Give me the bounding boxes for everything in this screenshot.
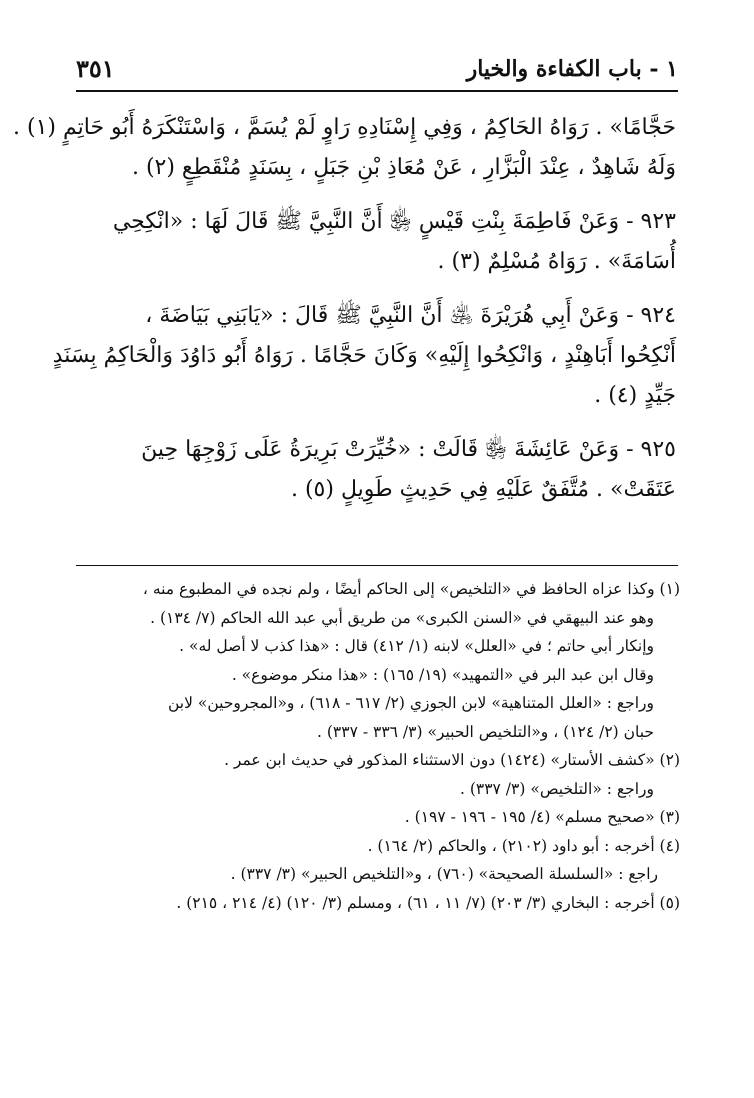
header-rule (76, 90, 678, 92)
page-number: ٣٥١ (76, 54, 115, 83)
footnote-line: (١) وكذا عزاه الحافظ في «التلخيص» إلى الحاكم أيضًا ، ولم نجده في المطبوع منه ، (142, 580, 680, 598)
footnote-line: (٥) أخرجه : البخاري (٣/ ٢٠٣) (٧/ ١١ ، ٦١) ، ومسلم (٣/ ١٢٠) (٤/ ٢١٤ ، ٢١٥) . (176, 893, 680, 912)
footnote-line: وراجع : «العلل المتناهية» لابن الجوزي (٢/ ٦١٧ - ٦١٨) ، و«المجروحين» لابن (168, 694, 654, 712)
footnote-line: وراجع : «التلخيص» (٣/ ٣٣٧) . (459, 779, 654, 798)
text-line: أُسَامَةَ» . رَوَاهُ مُسْلِمٌ (٣) . (437, 249, 676, 274)
footnote-line: (٣) «صحيح مسلم» (٤/ ١٩٥ - ١٩٦ - ١٩٧) . (404, 808, 680, 826)
text-line: أَنْكِحُوا أَبَاهِنْدٍ ، وَانْكِحُوا إِلَيْهِ» وَكَانَ حَجَّامًا . رَوَاهُ أَبُو دَاوُدَ وَالْحَاكِمُ بِسَنَدٍ (52, 343, 676, 368)
footnote-line: وهو عند البيهقي في «السنن الكبرى» من طريق أبي عبد الله الحاكم (٧/ ١٣٤) . (150, 608, 654, 627)
hadith-924-line: ٩٢٤ - وَعَنْ أَبِي هُرَيْرَةَ ﵁ أَنَّ النَّبِيَّ ﷺ قَالَ : «يَابَنِي بَيَاضَةَ ، (145, 303, 676, 328)
text-line: حَجَّامًا» . رَوَاهُ الحَاكِمُ ، وَفِي إِسْنَادِهِ رَاوٍ لَمْ يُسَمَّ ، وَاسْتَنْكَرَهُ أَبُو حَاتِمٍ (١) . (13, 115, 676, 140)
footnote-line: (٤) أخرجه : أبو داود (٢١٠٢) ، والحاكم (٢/ ١٦٤) . (367, 836, 680, 855)
text-line: جَيِّدٍ (٤) . (594, 383, 676, 408)
footnotes (74, 575, 680, 917)
running-header (76, 52, 678, 92)
chapter-title: ١ - باب الكفاءة والخيار (466, 56, 678, 82)
footnote-line: راجع : «السلسلة الصحيحة» (٧٦٠) ، و«التلخيص الحبير» (٣/ ٣٣٧) . (230, 865, 658, 883)
text-line: وَلَهُ شَاهِدٌ ، عِنْدَ الْبَزَّارِ ، عَنْ مُعَاذِ بْنِ جَبَلٍ ، بِسَنَدٍ مُنْقَطِعٍ (٢) . (131, 155, 676, 180)
footnote-separator (76, 565, 678, 566)
main-text (13, 108, 676, 510)
footnote-line: (٢) «كشف الأستار» (١٤٢٤) دون الاستثناء المذكور في حديث ابن عمر . (224, 751, 680, 769)
hadith-925-line: ٩٢٥ - وَعَنْ عَائِشَةَ ﵂ قَالَتْ : «خُيِّرَتْ بَرِيرَةُ عَلَى زَوْجِهَا حِينَ (141, 437, 676, 462)
text-line: عَتَقَتْ» . مُتَّفَقٌ عَلَيْهِ فِي حَدِيثٍ طَوِيلٍ (٥) . (290, 477, 676, 502)
footnote-line: وقال ابن عبد البر في «التمهيد» (١٩/ ١٦٥) : «هذا منكر موضوع» . (231, 665, 654, 684)
footnote-line: حبان (٢/ ١٢٤) ، و«التلخيص الحبير» (٣/ ٣٣٦ - ٣٣٧) . (317, 722, 654, 741)
footnote-line: وإنكار أبي حاتم ؛ في «العلل» لابنه (١/ ٤١٢) قال : «هذا كذب لا أصل له» . (179, 637, 654, 655)
hadith-923-line: ٩٢٣ - وَعَنْ فَاطِمَةَ بِنْتِ قَيْسٍ ﵂ أَنَّ النَّبِيَّ ﷺ قَالَ لَهَا : «انْكِحِي (112, 209, 676, 234)
